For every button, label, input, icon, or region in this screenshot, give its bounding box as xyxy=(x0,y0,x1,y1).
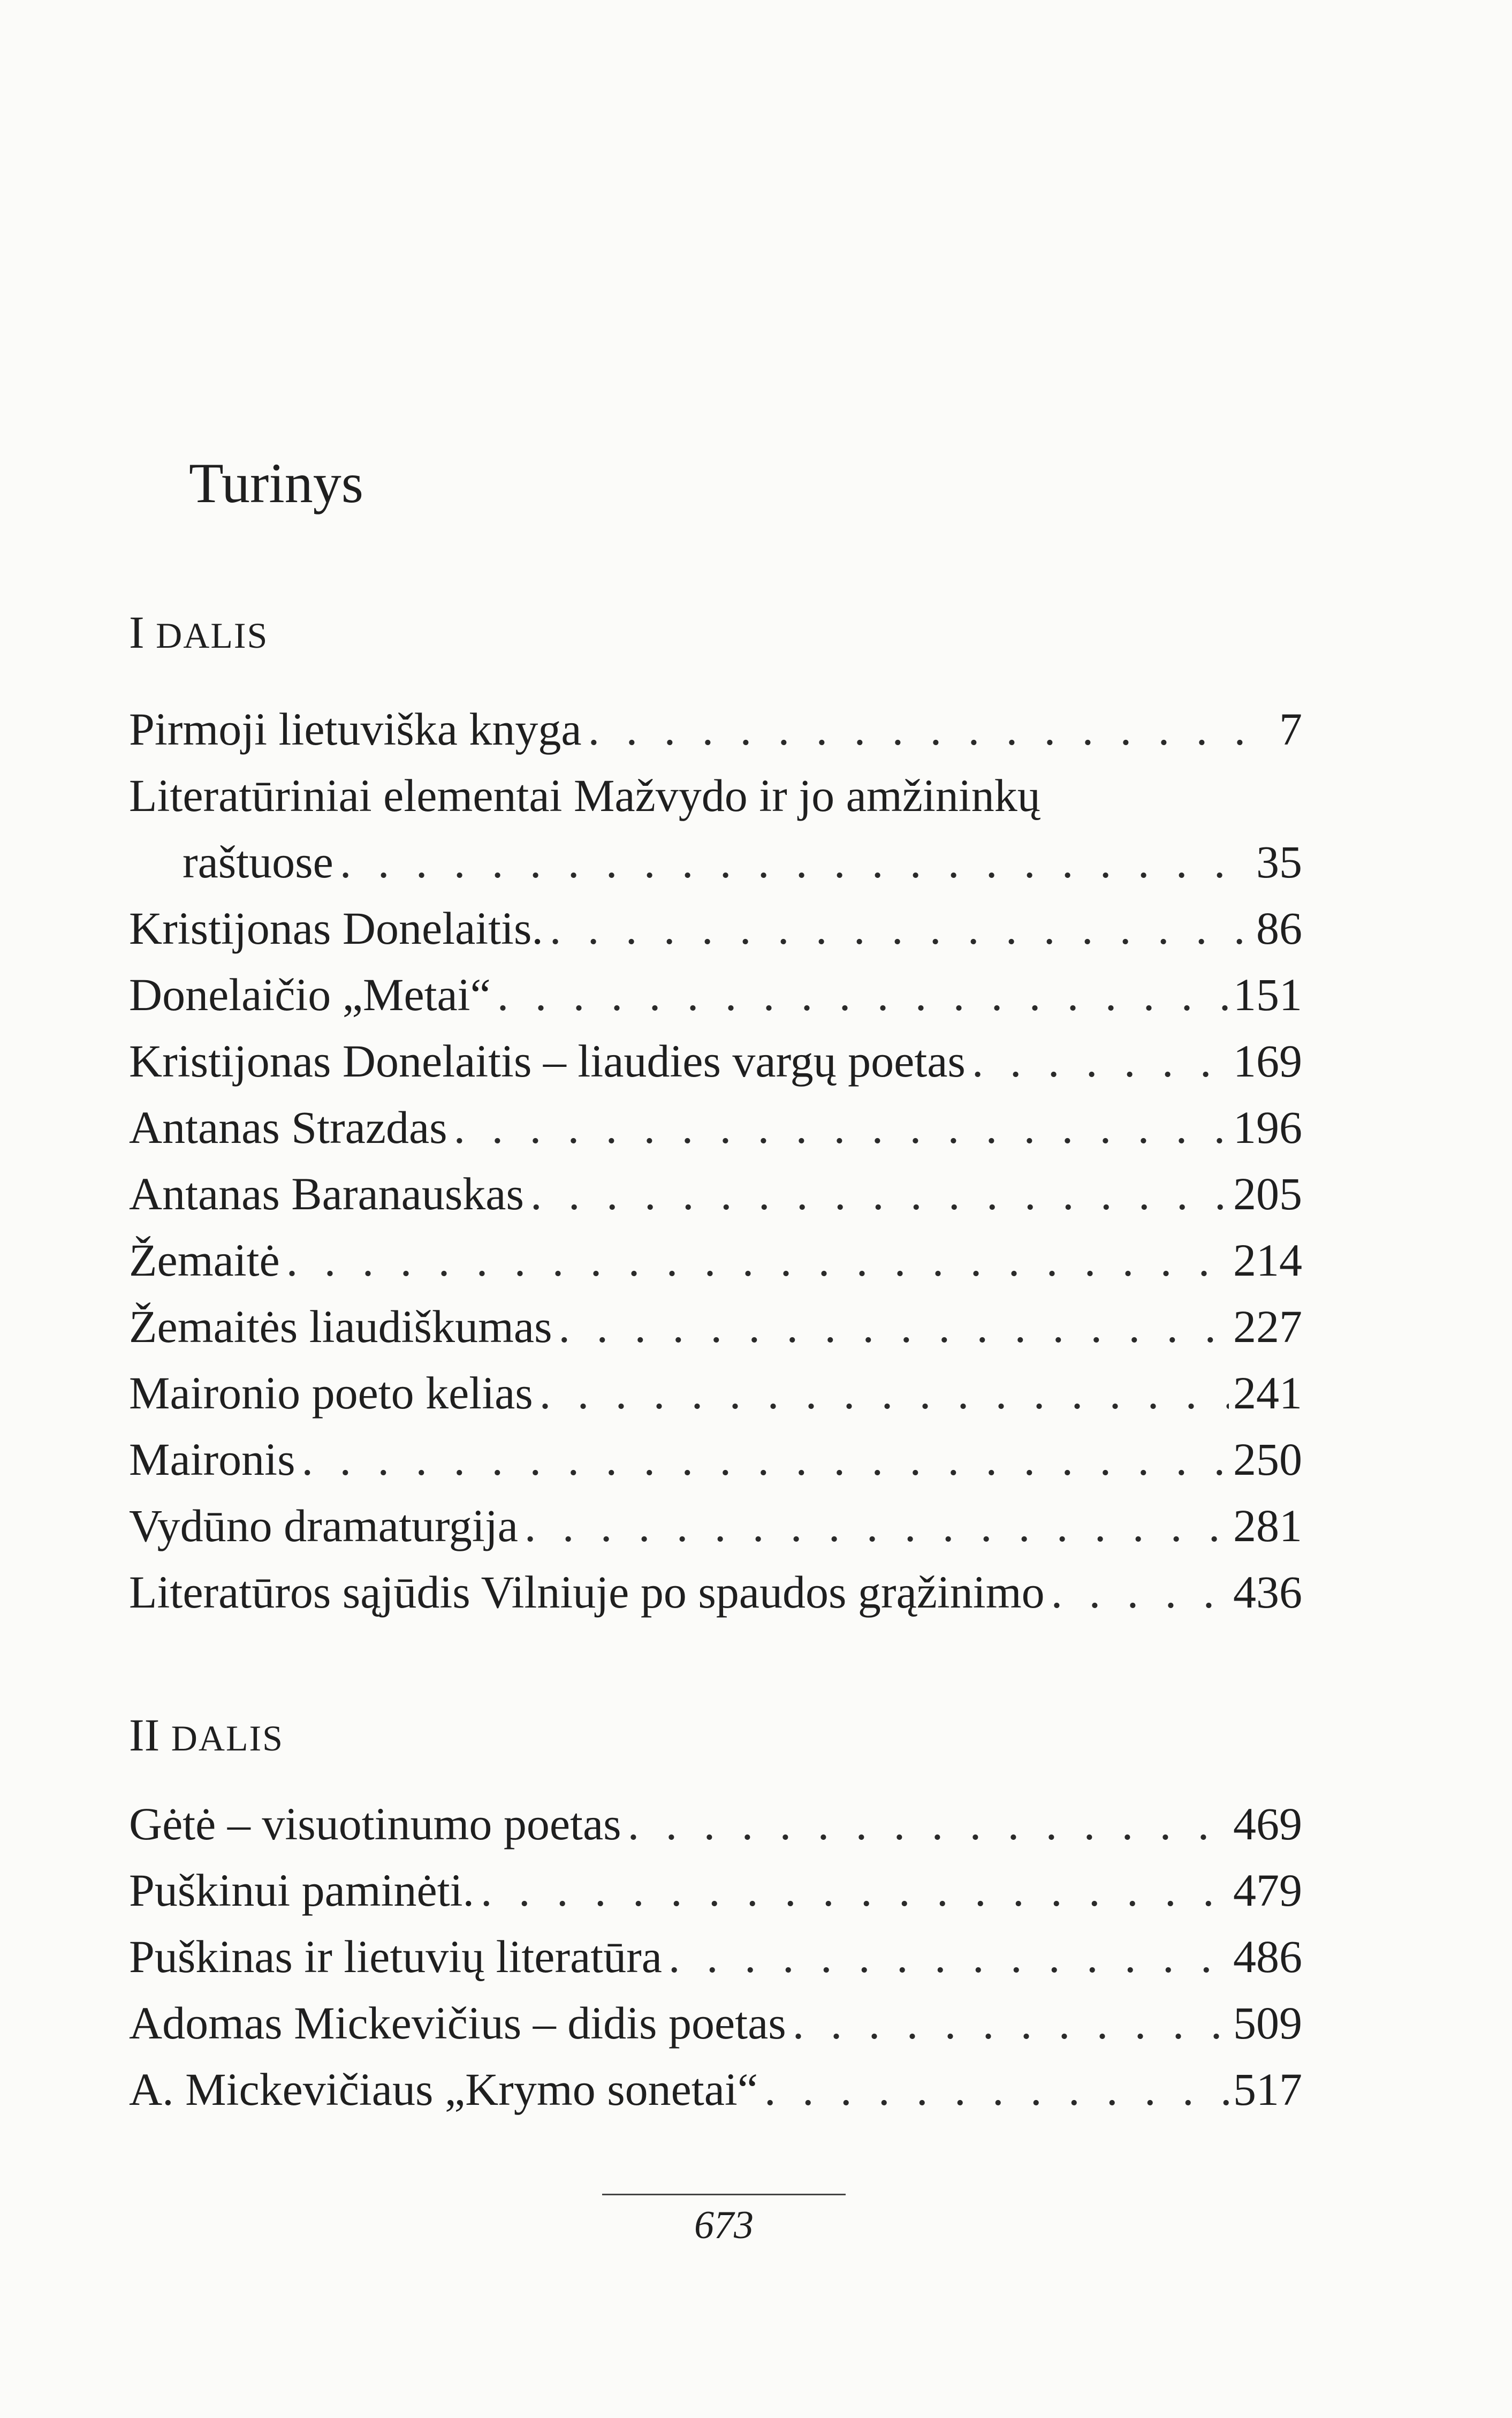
toc-entry-page: 86 xyxy=(1256,903,1302,954)
toc-entry xyxy=(129,2056,1302,2123)
toc-entry-page: 250 xyxy=(1233,1434,1302,1485)
toc-entry xyxy=(129,1559,1302,1625)
toc-entry-page: 479 xyxy=(1233,1864,1302,1916)
dot-leader xyxy=(559,1293,1229,1360)
dot-leader xyxy=(540,1360,1229,1426)
toc-entry-title: raštuose xyxy=(183,836,333,888)
toc-entry-page: 227 xyxy=(1233,1301,1302,1352)
dot-leader xyxy=(764,2056,1229,2123)
toc-entry xyxy=(129,1791,1302,1857)
dot-leader xyxy=(481,1857,1229,1923)
page-number: 673 xyxy=(694,2203,754,2247)
toc-entry xyxy=(129,1923,1302,1990)
dot-leader xyxy=(302,1426,1229,1492)
toc-entry-page: 151 xyxy=(1233,969,1302,1020)
toc-entry xyxy=(129,1990,1302,2056)
toc-entry-title: Puškinas ir lietuvių literatūra xyxy=(129,1931,662,1982)
toc-entry-continuation xyxy=(129,829,1302,895)
toc-entry-title: Kristijonas Donelaitis. xyxy=(129,903,543,954)
toc-entry-page: 196 xyxy=(1233,1102,1302,1153)
toc-entry-title: Žemaitė xyxy=(129,1234,280,1286)
toc-entry xyxy=(129,895,1302,961)
part-heading-1 xyxy=(129,607,269,658)
toc-entry-page: 469 xyxy=(1233,1798,1302,1849)
part-numeral: I xyxy=(129,607,145,658)
dot-leader xyxy=(454,1094,1229,1161)
dot-leader xyxy=(588,696,1275,762)
dot-leader xyxy=(1051,1559,1229,1625)
part-numeral: II xyxy=(129,1709,160,1761)
dot-leader xyxy=(497,961,1229,1028)
part-label: DALIS xyxy=(171,1718,284,1758)
toc-entry-title: Antanas Baranauskas xyxy=(129,1168,524,1219)
part-label: DALIS xyxy=(156,615,269,656)
toc-entry-title: Pirmoji lietuviška knyga xyxy=(129,703,582,755)
toc-entry-page: 509 xyxy=(1233,1997,1302,2049)
toc-entry xyxy=(129,1492,1302,1559)
toc-entry-page: 205 xyxy=(1233,1168,1302,1219)
toc-entry xyxy=(129,1028,1302,1094)
dot-leader xyxy=(972,1028,1229,1094)
dot-leader xyxy=(530,1161,1229,1227)
page-title: Turinys xyxy=(189,452,364,514)
toc-list-part-2 xyxy=(129,1791,1302,2123)
toc-entry xyxy=(129,696,1302,762)
footer-rule xyxy=(602,2194,846,2195)
toc-entry-page: 35 xyxy=(1256,836,1302,888)
toc-entry xyxy=(129,1227,1302,1293)
dot-leader xyxy=(340,829,1252,895)
toc-entry-title: Literatūriniai elementai Mažvydo ir jo amžininkų xyxy=(129,770,1040,821)
toc-entry-title: Kristijonas Donelaitis – liaudies vargų poetas xyxy=(129,1035,966,1087)
toc-entry-title: A. Mickevičiaus „Krymo sonetai“ xyxy=(129,2064,758,2115)
toc-entry xyxy=(129,762,1302,829)
toc-entry-page: 436 xyxy=(1233,1566,1302,1618)
toc-entry-title: Žemaitės liaudiškumas xyxy=(129,1301,552,1352)
toc-entry xyxy=(129,961,1302,1028)
toc-entry-title: Adomas Mickevičius – didis poetas xyxy=(129,1997,786,2049)
toc-entry-page: 7 xyxy=(1279,703,1302,755)
toc-entry xyxy=(129,1293,1302,1360)
toc-list-part-1 xyxy=(129,696,1302,1625)
toc-entry-page: 214 xyxy=(1233,1234,1302,1286)
toc-entry-title: Puškinui paminėti. xyxy=(129,1864,474,1916)
toc-entry-title: Donelaičio „Metai“ xyxy=(129,969,491,1020)
toc-entry-page: 169 xyxy=(1233,1035,1302,1087)
toc-entry-page: 281 xyxy=(1233,1500,1302,1551)
dot-leader xyxy=(628,1791,1229,1857)
toc-entry-title: Maironis xyxy=(129,1434,295,1485)
toc-entry xyxy=(129,1094,1302,1161)
toc-entry xyxy=(129,1426,1302,1492)
toc-entry-page: 241 xyxy=(1233,1367,1302,1419)
dot-leader xyxy=(668,1923,1229,1990)
toc-entry xyxy=(129,1360,1302,1426)
toc-entry-page: 486 xyxy=(1233,1931,1302,1982)
toc-entry-title: Maironio poeto kelias xyxy=(129,1367,533,1419)
dot-leader xyxy=(525,1492,1229,1559)
toc-entry xyxy=(129,1857,1302,1923)
toc-entry-title: Antanas Strazdas xyxy=(129,1102,447,1153)
dot-leader xyxy=(286,1227,1229,1293)
toc-entry-title: Literatūros sąjūdis Vilniuje po spaudos grąžinimo xyxy=(129,1566,1045,1618)
toc-entry-page: 517 xyxy=(1233,2064,1302,2115)
toc-entry-title: Vydūno dramaturgija xyxy=(129,1500,518,1551)
toc-entry-title: Gėtė – visuotinumo poetas xyxy=(129,1798,621,1849)
dot-leader xyxy=(793,1990,1229,2056)
dot-leader xyxy=(550,895,1252,961)
toc-entry xyxy=(129,1161,1302,1227)
part-heading-2 xyxy=(129,1709,284,1761)
